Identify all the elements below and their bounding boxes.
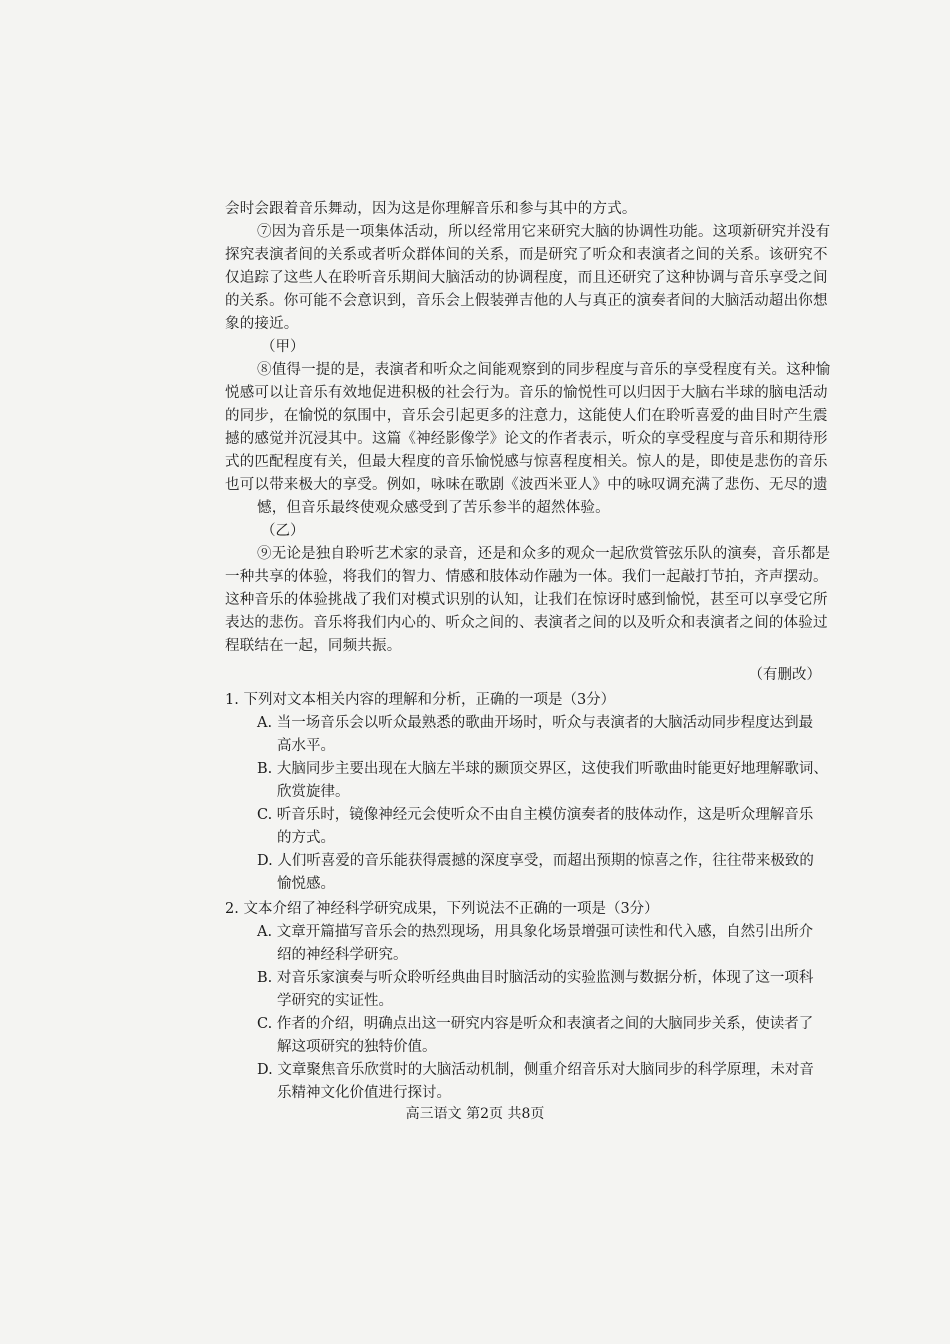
paragraph-line: 这种音乐的体验挑战了我们对模式识别的认知，让我们在惊讶时感到愉悦，甚至可以享受它所 [225, 592, 828, 608]
option-line: B. 对音乐家演奏与听众聆听经典曲目时脑活动的实验监测与数据分析，体现了这一项科 [257, 970, 814, 986]
paragraph-line: ⑧值得一提的是，表演者和听众之间能观察到的同步程度与音乐的享受程度有关。这种愉 [257, 362, 831, 378]
paragraph-7 [225, 221, 831, 336]
option-c[interactable] [225, 1013, 825, 1059]
marker-yi: （乙） [261, 523, 305, 539]
option-line: D. 人们听喜爱的音乐能获得震撼的深度享受，而超出预期的惊喜之作，往往带来极致的 [257, 853, 814, 869]
paragraph-line: 的关系。你可能不会意识到，音乐会上假装弹吉他的人与真正的演奏者间的大脑活动超出你想 [225, 293, 828, 309]
option-line: A. 当一场音乐会以听众最熟悉的歌曲开场时，听众与表演者的大脑活动同步程度达到最 [257, 715, 814, 731]
option-d[interactable] [225, 1059, 825, 1105]
paragraph-line: ⑨无论是独自聆听艺术家的录音，还是和众多的观众一起欣赏管弦乐队的演奏，音乐都是 [257, 546, 831, 562]
option-line: 学研究的实证性。 [277, 993, 393, 1009]
option-b[interactable] [225, 758, 828, 804]
paragraph-line: 撼的感觉并沉浸其中。这篇《神经影像学》论文的作者表示，听众的享受程度与音乐和期待形 [225, 431, 828, 447]
paragraph-line: 象的接近。 [225, 316, 299, 332]
option-line: 高水平。 [277, 738, 335, 754]
page-footer: 高三语文 第2页 共8页 [405, 1106, 545, 1122]
option-b[interactable] [225, 967, 825, 1013]
paragraph-line: 仅追踪了这些人在聆听音乐期间大脑活动的协调程度，而且还研究了这种协调与音乐享受之间 [225, 270, 828, 286]
paragraph-8 [225, 359, 831, 520]
option-line: C. 作者的介绍，明确点出这一研究内容是听众和表演者之间的大脑同步关系，使读者了 [257, 1016, 814, 1032]
paragraph-line: 也可以带来极大的享受。例如，咏味在歌剧《波西米亚人》中的咏叹调充满了悲伤、无尽的遗 [225, 477, 828, 493]
option-line: 解这项研究的独特价值。 [277, 1039, 437, 1055]
option-line: D. 文章聚焦音乐欣赏时的大脑活动机制，侧重介绍音乐对大脑同步的科学原理，未对音 [257, 1062, 814, 1078]
option-line: 乐精神文化价值进行探讨。 [277, 1085, 451, 1101]
option-line: 愉悦感。 [277, 876, 335, 892]
paragraph-line: 悦感可以让音乐有效地促进积极的社会行为。音乐的愉悦性可以归因于大脑右半球的脑电活动 [225, 385, 828, 401]
question-stem: 2. 文本介绍了神经科学研究成果，下列说法不正确的一项是（3分） [225, 901, 659, 917]
question-2 [225, 898, 825, 1105]
option-line: 绍的神经科学研究。 [277, 947, 408, 963]
option-line: 欣赏旋律。 [277, 784, 350, 800]
source-note: （有删改） [748, 667, 821, 683]
paragraph-line: 表达的悲伤。音乐将我们内心的、听众之间的、表演者之间的以及听众和表演者之间的体验过 [225, 615, 828, 631]
paragraph-line: 一种共享的体验，将我们的智力、情感和肢体动作融为一体。我们一起敲打节拍，齐声摆动。 [225, 569, 828, 585]
option-line: A. 文章开篇描写音乐会的热烈现场，用具象化场景增强可读性和代入感，自然引出所介 [257, 924, 814, 940]
paragraph-line: 探究表演者间的关系或者听众群体间的关系，而是研究了听众和表演者之间的关系。该研究不 [225, 247, 828, 263]
paragraph-9 [225, 543, 831, 658]
marker-jia: （甲） [261, 339, 305, 355]
paragraph-line: 的同步，在愉悦的氛围中，音乐会引起更多的注意力，这能使人们在聆听喜爱的曲目时产生震 [225, 408, 828, 424]
option-c[interactable] [225, 804, 825, 850]
paragraph-line: 程联结在一起，同频共振。 [225, 638, 402, 654]
option-d[interactable] [225, 850, 825, 896]
option-line: 的方式。 [277, 830, 335, 846]
question-1 [225, 689, 828, 896]
option-a[interactable] [225, 921, 825, 967]
option-line: C. 听音乐时，镜像神经元会使听众不由自主模仿演奏者的肢体动作，这是听众理解音乐 [257, 807, 814, 823]
option-line: B. 大脑同步主要出现在大脑左半球的颞顶交界区，这使我们听歌曲时能更好地理解歌词、 [257, 761, 828, 777]
paragraph-line: 式的匹配程度有关，但最大程度的音乐愉悦感与惊喜程度相关。惊人的是，即使是悲伤的音乐 [225, 454, 828, 470]
paragraph-line: ⑦因为音乐是一项集体活动，所以经常用它来研究大脑的协调性功能。这项新研究并没有 [257, 224, 831, 240]
paragraph-line: 憾，但音乐最终使观众感受到了苦乐参半的超然体验。 [257, 500, 610, 516]
question-stem: 1. 下列对文本相关内容的理解和分析，正确的一项是（3分） [225, 692, 616, 708]
passage-content [225, 198, 831, 1105]
option-a[interactable] [225, 712, 825, 758]
passage-intro-line: 会时会跟着音乐舞动，因为这是你理解音乐和参与其中的方式。 [225, 201, 637, 217]
